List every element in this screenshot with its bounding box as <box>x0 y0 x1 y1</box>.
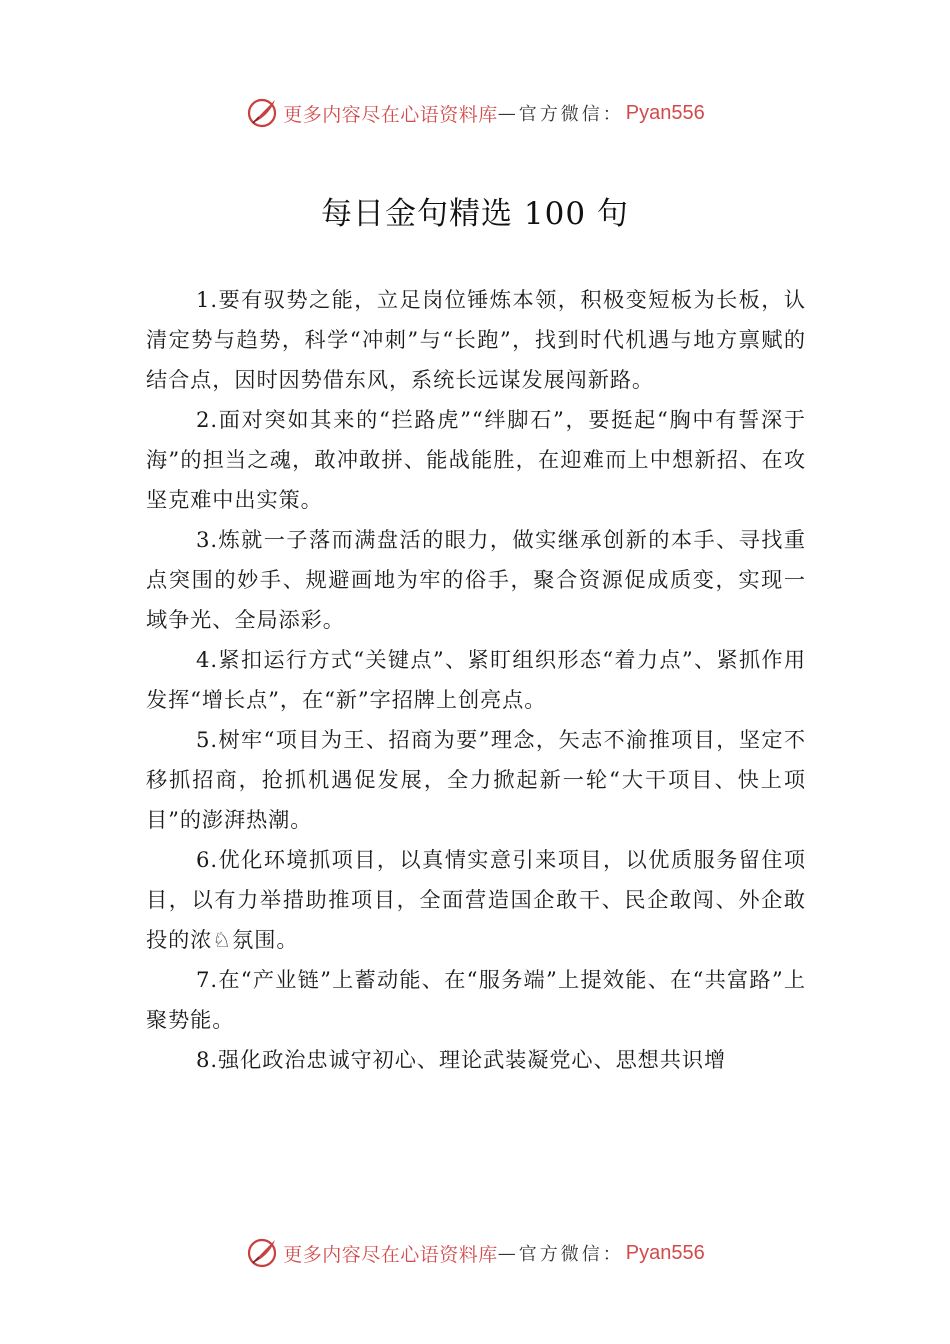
footer-watermark <box>0 1233 950 1273</box>
watermark-official: 官方微信： <box>518 1244 624 1265</box>
document-body <box>146 280 806 1080</box>
watermark-dash: — <box>497 102 519 124</box>
watermark-official: 官方微信： <box>518 104 624 125</box>
watermark-brand: 更多内容尽在心语资料库 <box>283 103 498 126</box>
watermark-wechat-id: Pyan556 <box>625 1241 705 1264</box>
paragraph-6: 6.优化环境抓项目，以真情实意引来项目，以优质服务留住项目，以有力举措助推项目，全面营造国企敢干、民企敢闯、外企敢投的浓♘氛围。 <box>146 847 806 952</box>
header-watermark <box>0 93 950 133</box>
paragraph-1: 1.要有驭势之能，立足岗位锤炼本领，积极变短板为长板，认清定势与趋势，科学“冲刺”与“长跑”，找到时代机遇与地方禀赋的结合点，因时因势借东风，系统长远谋发展闯新路。 <box>146 287 806 392</box>
paragraph-4: 4.紧扣运行方式“关键点”、紧盯组织形态“着力点”、紧抓作用发挥“增长点”，在“新”字招牌上创亮点。 <box>146 647 806 712</box>
quill-logo-icon <box>245 1236 279 1270</box>
paragraph-5: 5.树牢“项目为王、招商为要”理念，矢志不渝推项目，坚定不移抓招商，抢抓机遇促发展，全力掀起新一轮“大干项目、快上项目”的澎湃热潮。 <box>146 727 806 832</box>
document-title: 每日金句精选 100 句 <box>321 196 629 232</box>
paragraph-7: 7.在“产业链”上蓄动能、在“服务端”上提效能、在“共富路”上聚势能。 <box>146 967 806 1032</box>
quill-logo-icon <box>245 96 279 130</box>
paragraph-8: 8.强化政治忠诚守初心、理论武装凝党心、思想共识增 <box>196 1047 727 1072</box>
watermark-wechat-id: Pyan556 <box>625 101 705 124</box>
watermark-dash: — <box>497 1242 519 1264</box>
watermark-brand: 更多内容尽在心语资料库 <box>283 1243 498 1266</box>
paragraph-3: 3.炼就一子落而满盘活的眼力，做实继承创新的本手、寻找重点突围的妙手、规避画地为牢的俗手，聚合资源促成质变，实现一域争光、全局添彩。 <box>146 527 806 632</box>
paragraph-2: 2.面对突如其来的“拦路虎”“绊脚石”，要挺起“胸中有誓深于海”的担当之魂，敢冲敢拼、能战能胜，在迎难而上中想新招、在攻坚克难中出实策。 <box>146 407 806 512</box>
